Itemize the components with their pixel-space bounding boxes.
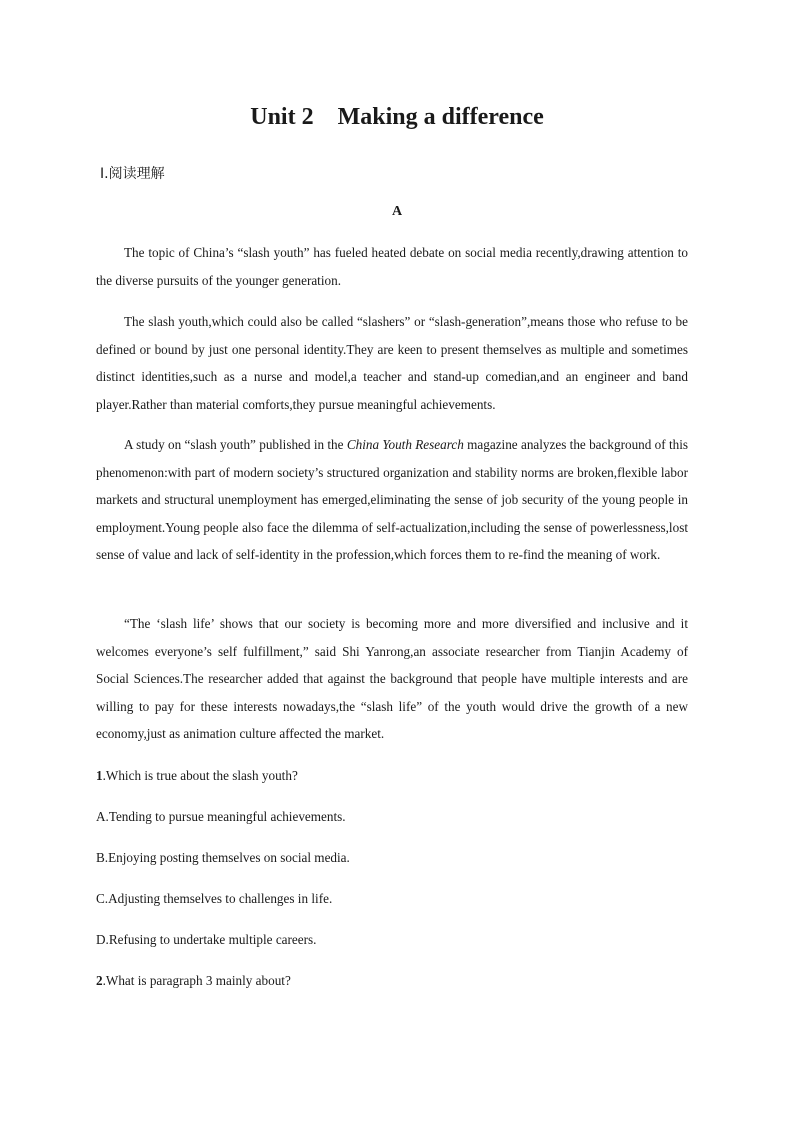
question-number: 2	[96, 973, 103, 988]
passage-label: A	[391, 204, 403, 219]
question-number: 1	[96, 768, 103, 783]
paragraph-3-text-end: magazine analyzes the background of this phenomenon:with part of modern society’s structured organization and stability norms are broken,flexible labor markets and structural unemployment has emerged,eliminating the sense of job security of the young people in employment.Young people also face the dilemma of self-actualization,including the sense of powerlessness,lost sense of value and lack of self-identity in the profession,which forces them to re-find the meaning of work.	[96, 437, 689, 563]
passage-paragraph-3	[96, 431, 688, 569]
question-1	[96, 766, 298, 786]
section-heading: Ⅰ.阅读理解	[100, 166, 165, 182]
magazine-title: China Youth Research	[346, 437, 464, 452]
question-text: .Which is true about the slash youth?	[102, 768, 298, 783]
question-1-option-a: A.Tending to pursue meaningful achievements.	[96, 809, 346, 824]
question-1-option-b: B.Enjoying posting themselves on social media.	[96, 850, 350, 865]
question-1-option-d: D.Refusing to undertake multiple careers.	[96, 932, 317, 947]
question-2	[96, 971, 291, 991]
question-text: .What is paragraph 3 mainly about?	[102, 973, 291, 988]
passage-paragraph-1: The topic of China’s “slash youth” has fueled heated debate on social media recently,drawing attention to the diverse pursuits of the younger generation.	[96, 245, 688, 288]
passage-paragraph-4: “The ‘slash life’ shows that our society is becoming more and more diversified and inclusive and it welcomes everyone’s self fulfillment,” said Shi Yanrong,an associate researcher from Tianjin Academy of Social Sciences.The researcher added that against the background that people have multiple interests and are willing to pay for these interests nowadays,the “slash life” of the youth would drive the growth of a new economy,just as animation culture affected the market.	[96, 616, 688, 742]
page-title: Unit 2 Making a difference	[250, 104, 544, 130]
paragraph-3-text-start: A study on “slash youth” published in the	[124, 437, 347, 452]
question-1-option-c: C.Adjusting themselves to challenges in life.	[96, 891, 333, 906]
passage-paragraph-2: The slash youth,which could also be called “slashers” or “slash-generation”,means those who refuse to be defined or bound by just one personal identity.They are keen to present themselves as multiple and sometimes distinct identities,such as a nurse and model,a teacher and stand-up comedian,and an engineer and band player.Rather than material comforts,they pursue meaningful achievements.	[96, 314, 688, 412]
